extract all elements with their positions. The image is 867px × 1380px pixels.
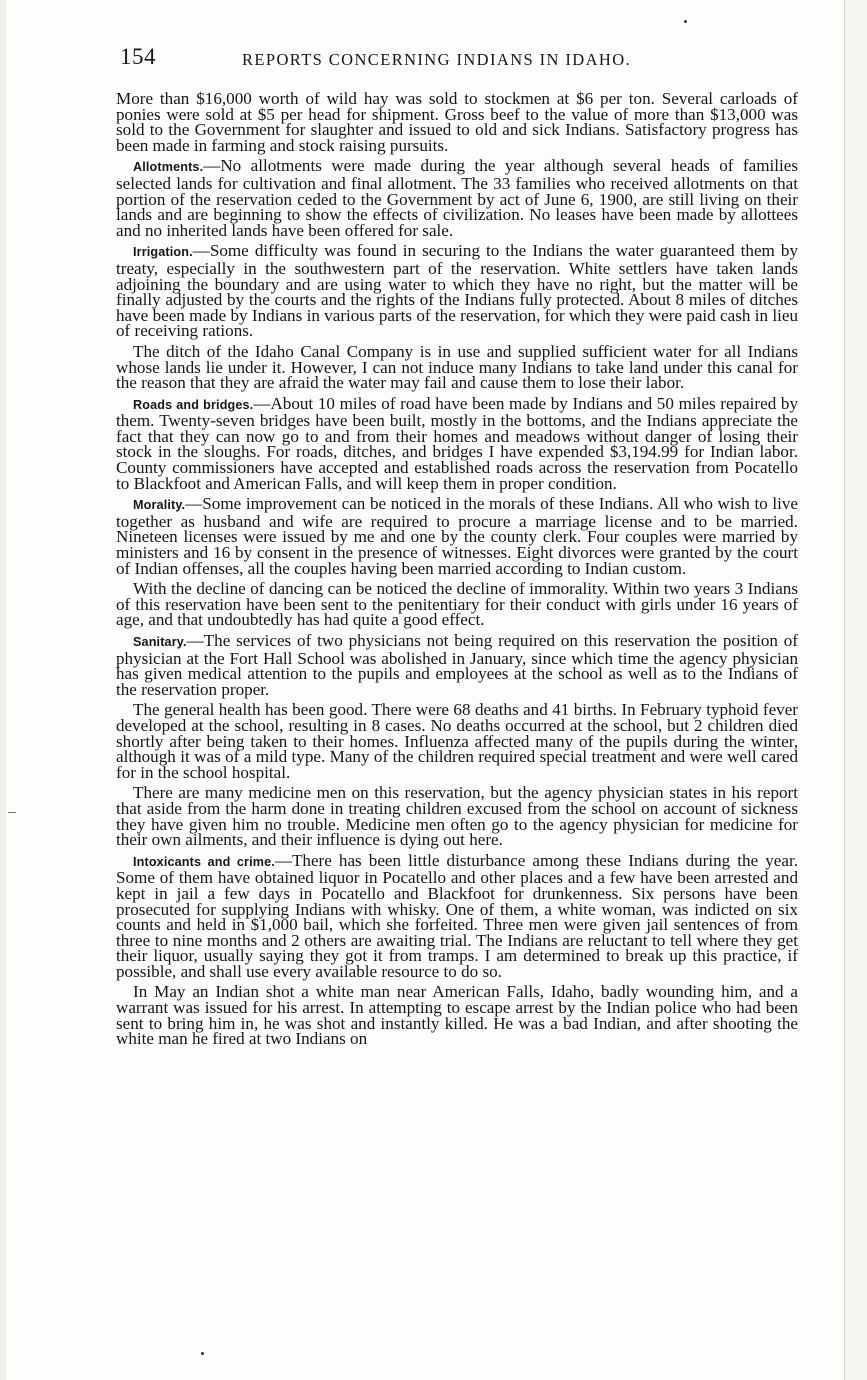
section-heading-allotments: Allotments. [133, 160, 204, 175]
page-header [120, 44, 800, 78]
speck-mark [201, 1352, 204, 1355]
paragraph-text: In May an Indian shot a white man near American Falls, Idaho, badly wounding him, and a warrant was issued for his arrest. In attempting to escape arrest by the Indian police who had been sent to bring him in, he was shot and instantly killed. He was a bad Indian, and after shooting the white man he fired at two Indians on [116, 982, 798, 1049]
section-heading-intoxicants-and-crime: Intoxicants and crime. [133, 854, 275, 869]
paragraph-roads [116, 393, 798, 493]
page-number: 154 [120, 44, 156, 69]
section-heading-sanitary: Sanitary. [133, 635, 187, 649]
paragraph-morality [116, 496, 798, 576]
paragraph-text: More than $16,000 worth of wild hay was sold to stockmen at $6 per ton. Several carloads of ponies were sold at $5 per head for shipment. Gross beef to the value of more than $13,000 was sold to the Government for slaughter and issued to old and sick Indians. Satisfactory progress has been made in farming and stock raising pursuits. [116, 89, 798, 155]
paragraph-text: —Some difficulty was found in securing to the Indians the water guaranteed them by treaty, especially in the southwestern part of the reservation. White settlers have taken lands adjoining the boundary and are using water to which they have no right, but the matter will be finally adjusted by the courts and the rights of the Indians fully protected. About 8 miles of ditches have been made by Indians in various parts of the reservation, for which they were paid cash in lieu of receiving rations. [116, 241, 798, 341]
page-right-edge [844, 0, 867, 1380]
paragraph-dancing [116, 581, 798, 628]
paragraph-text: —The services of two physicians not being required on this reservation the position of physician at the Fort Hall School was abolished in January, since which time the agency physician has given medical attention to the pupils and employees at the school as well as to the Indians of the reservation proper. [116, 631, 798, 699]
paragraph-text: —There has been little disturbance among these Indians during the year. Some of them have obtained liquor in Pocatello and other places and a few have been arrested and kept in jail a few days in Pocatello and Blackfoot for drunkenness. Six persons have been prosecuted for supplying Indians with whisky. One of them, a white woman, was indicted on six counts and held in $1,000 bail, which she forfeited. Three men were given jail sentences of from three to nine months and 2 others are awaiting trial. The Indians are reluctant to tell where they get their liquor, usually saying they got it from tramps. I am determined to break up this practice, if possible, and shall use every available resource to do so. [116, 850, 798, 981]
section-heading-morality: Morality. [133, 498, 186, 513]
speck-mark [684, 20, 687, 23]
margin-mark [8, 812, 16, 813]
paragraph-text: The general health has been good. There were 68 deaths and 41 births. In February typhoid fever developed at the school, resulting in 8 cases. No deaths occurred at the school, but 2 children died shortly after being taken to their homes. Influenza affected many of the pupils during the winter, although it was of a mild type. Many of the children required special treatment and were well cared for in the school hospital. [116, 700, 798, 782]
running-head: REPORTS CONCERNING INDIANS IN IDAHO. [242, 50, 632, 69]
paragraph-canal [116, 341, 798, 393]
paragraph-sanitary [116, 633, 798, 697]
paragraph-text: There are many medicine men on this reservation, but the agency physician states in his report that aside from the harm done in treating children excused from the school on account of sickness they have given him no trouble. Medicine men often go to the agency physician for medicine for their own ailments, and their influence is dying out here. [116, 783, 798, 850]
paragraph-health [116, 702, 798, 780]
paragraph-sales [116, 91, 798, 153]
paragraph-text: —About 10 miles of road have been made by Indians and 50 miles repaired by them. Twenty-seven bridges have been built, mostly in the bottoms, and the Indians appreciate the fact that they can now go to and from their homes and meadows without danger of losing their stock in the sloughs. For roads, ditches, and bridges I have expended $3,194.99 for Indian labor. County commissioners have accepted and established roads across the reservation from Pocatello to Blackfoot and American Falls, and will keep them in proper condition. [116, 393, 798, 493]
paragraph-text: The ditch of the Idaho Canal Company is in use and supplied sufficient water for all Indians whose lands lie under it. However, I can not induce many Indians to take land under this canal for the reason that they are afraid the water may fail and cause them to lose their labor. [116, 341, 798, 393]
paragraph-text: —Some improvement can be noticed in the morals of these Indians. All who wish to live together as husband and wife are required to procure a marriage license and to be married. Nineteen licenses were issued by me and one by the county clerk. Four couples were married by ministers and 16 by consent in the presence of witnesses. Eight divorces were granted by the court of Indian offenses, all the couples having been married according to Indian custom. [116, 494, 798, 578]
paragraph-allotments [116, 158, 798, 238]
paragraph-shooting [116, 982, 798, 1049]
paragraph-intoxicants [116, 850, 798, 981]
paragraph-text: With the decline of dancing can be noticed the decline of immorality. Within two years 3 Indians of this reservation have been sent to the penitentiary for their conduct with girls under 16 years of age, and that undoubtedly has had quite a good effect. [116, 579, 798, 630]
section-heading-roads-and-bridges: Roads and bridges. [133, 397, 254, 412]
paragraph-text: —No allotments were made during the year although several heads of families selected lands for cultivation and final allotment. The 33 families who received allotments on that portion of the reservation ceded to the Government by act of June 6, 1900, are still living on their lands and are beginning to show the effects of civilization. No leases have been made by allottees and no inherited lands have been offered for sale. [116, 156, 798, 240]
page-left-edge [0, 0, 6, 1380]
paragraph-medicine-men [116, 783, 798, 850]
paragraph-irrigation [116, 243, 798, 339]
report-body [116, 91, 798, 1052]
section-heading-irrigation: Irrigation. [133, 245, 193, 260]
